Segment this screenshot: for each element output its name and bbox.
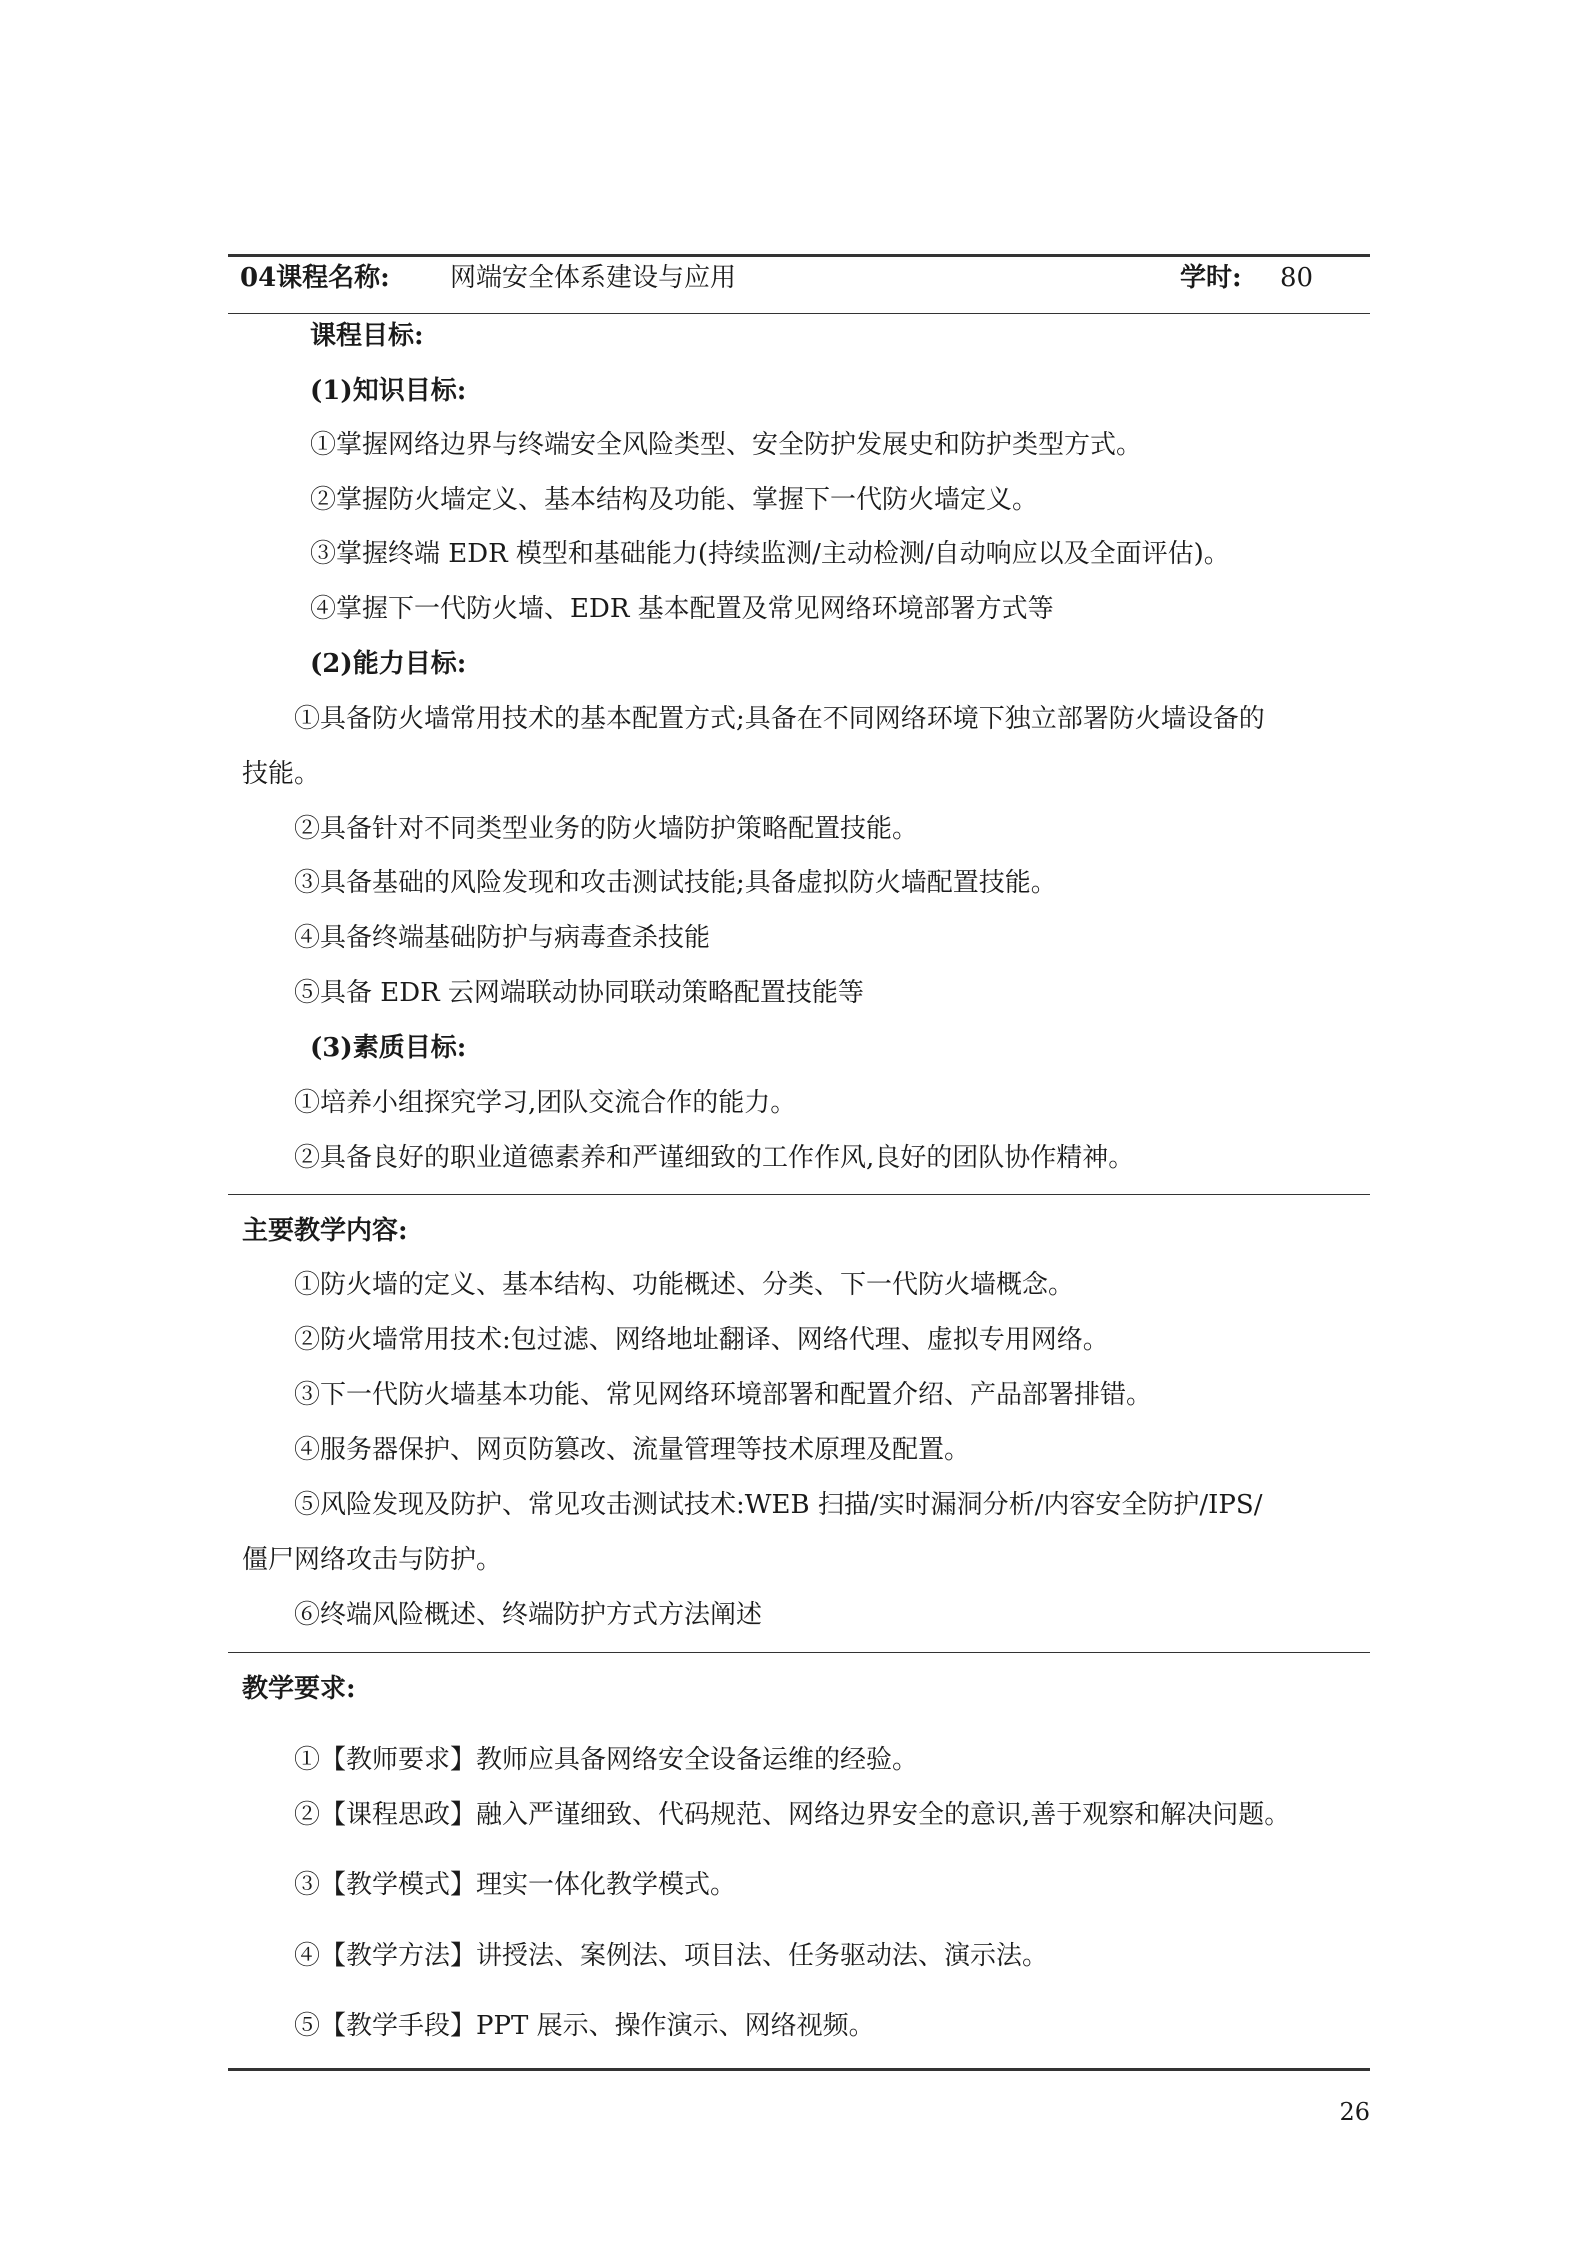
requirement-item: ②【课程思政】融入严谨细致、代码规范、网络边界安全的意识,善于观察和解决问题。: [294, 1800, 1291, 1830]
quality-item: ②具备良好的职业道德素养和严谨细致的工作作风,良好的团队协作精神。: [294, 1143, 1135, 1173]
content-item-line: 僵尸网络攻击与防护。: [242, 1545, 503, 1575]
content-title: 主要教学内容:: [242, 1216, 408, 1246]
content-item: ④服务器保护、网页防篡改、流量管理等技术原理及配置。: [294, 1435, 971, 1465]
ability-item: ②具备针对不同类型业务的防火墙防护策略配置技能。: [294, 814, 919, 844]
ability-item-line: ①具备防火墙常用技术的基本配置方式;具备在不同网络环境下独立部署防火墙设备的: [294, 704, 1265, 734]
quality-item: ①培养小组探究学习,团队交流合作的能力。: [294, 1088, 797, 1118]
knowledge-item: ③掌握终端 EDR 模型和基础能力(持续监测/主动检测/自动响应以及全面评估)。: [310, 539, 1230, 569]
requirements-title: 教学要求:: [242, 1674, 356, 1704]
ability-item: ④具备终端基础防护与病毒查杀技能: [294, 923, 711, 953]
ability-item: ⑤具备 EDR 云网端联动协同联动策略配置技能等: [294, 978, 864, 1008]
ability-objectives-title: (2)能力目标:: [310, 649, 467, 679]
knowledge-item: ②掌握防火墙定义、基本结构及功能、掌握下一代防火墙定义。: [310, 485, 1039, 515]
content-item: ⑥终端风险概述、终端防护方式方法阐述: [294, 1600, 763, 1630]
ability-item-line: 技能。: [242, 759, 321, 789]
course-name-label: 04课程名称:: [240, 263, 390, 293]
quality-objectives-title: (3)素质目标:: [310, 1033, 467, 1063]
knowledge-item: ④掌握下一代防火墙、EDR 基本配置及常见网络环境部署方式等: [310, 594, 1054, 624]
requirement-item: ⑤【教学手段】PPT 展示、操作演示、网络视频。: [294, 2011, 875, 2041]
content-item: ②防火墙常用技术:包过滤、网络地址翻译、网络代理、虚拟专用网络。: [294, 1325, 1109, 1355]
objectives-title: 课程目标:: [310, 321, 424, 351]
ability-item: ③具备基础的风险发现和攻击测试技能;具备虚拟防火墙配置技能。: [294, 868, 1057, 898]
requirement-item: ③【教学模式】理实一体化教学模式。: [294, 1870, 737, 1900]
hours-value: 80: [1280, 263, 1314, 293]
requirement-item: ④【教学方法】讲授法、案例法、项目法、任务驱动法、演示法。: [294, 1941, 1049, 1971]
content-item-line: ⑤风险发现及防护、常见攻击测试技术:WEB 扫描/实时漏洞分析/内容安全防护/IPS/: [294, 1490, 1263, 1520]
course-header-row: [240, 258, 1360, 298]
knowledge-objectives-title: (1)知识目标:: [310, 376, 467, 406]
objectives-bottom-rule: [228, 1194, 1370, 1195]
content-bottom-rule: [228, 1652, 1370, 1653]
knowledge-item: ①掌握网络边界与终端安全风险类型、安全防护发展史和防护类型方式。: [310, 430, 1143, 460]
table-top-rule: [228, 254, 1370, 257]
hours-label: 学时:: [1180, 263, 1242, 293]
page-number: 26: [1339, 2098, 1370, 2126]
content-item: ③下一代防火墙基本功能、常见网络环境部署和配置介绍、产品部署排错。: [294, 1380, 1153, 1410]
content-item: ①防火墙的定义、基本结构、功能概述、分类、下一代防火墙概念。: [294, 1270, 1075, 1300]
course-name-value: 网端安全体系建设与应用: [450, 263, 737, 293]
table-bottom-rule: [228, 2068, 1370, 2071]
requirement-item: ①【教师要求】教师应具备网络安全设备运维的经验。: [294, 1745, 919, 1775]
header-bottom-rule: [228, 313, 1370, 314]
